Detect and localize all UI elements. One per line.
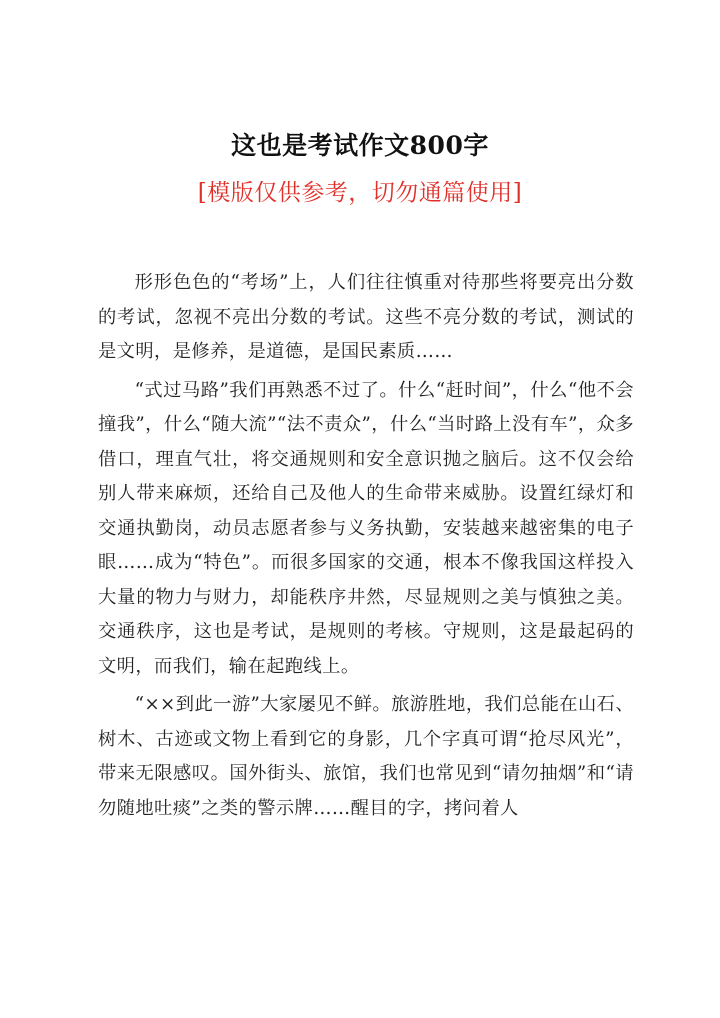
document-subtitle: [模版仅供参考，切勿通篇使用] bbox=[197, 180, 523, 206]
document-title: 这也是考试作文800字 bbox=[231, 131, 489, 160]
document-body bbox=[98, 266, 634, 830]
paragraph-2: “式过马路”我们再熟悉不过了。什么“赶时间”，什么“他不会撞我”，什么“随大流”“法不责众”，什么“当时路上没有车”，众多借口，理直气壮，将交通规则和安全意识抛之脑后。这不仅会给别人带来麻烦，还给自己及他人的生命带来威胁。设置红绿灯和交通执勤岗，动员志愿者参与义务执勤，安装越来越密集的电子眼……成为“特色”。而很多国家的交通，根本不像我国这样投入大量的物力与财力，却能秩序井然，尽显规则之美与慎独之美。交通秩序，这也是考试，是规则的考核。守规则，这是最起码的文明，而我们，输在起跑线上。 bbox=[98, 379, 634, 677]
paragraph-1: 形形色色的“考场”上，人们往往慎重对待那些将要亮出分数的考试，忽视不亮出分数的考试。这些不亮分数的考试，测试的是文明，是修养，是道德，是国民素质…… bbox=[98, 272, 634, 362]
paragraph-3: “××到此一游”大家屡见不鲜。旅游胜地，我们总能在山石、树木、古迹或文物上看到它的身影，几个字真可谓“抢尽风光”，带来无限感叹。国外街头、旅馆，我们也常见到“请勿抽烟”和“请勿随地吐痰”之类的警示牌……醒目的字，拷问着人 bbox=[98, 694, 634, 819]
